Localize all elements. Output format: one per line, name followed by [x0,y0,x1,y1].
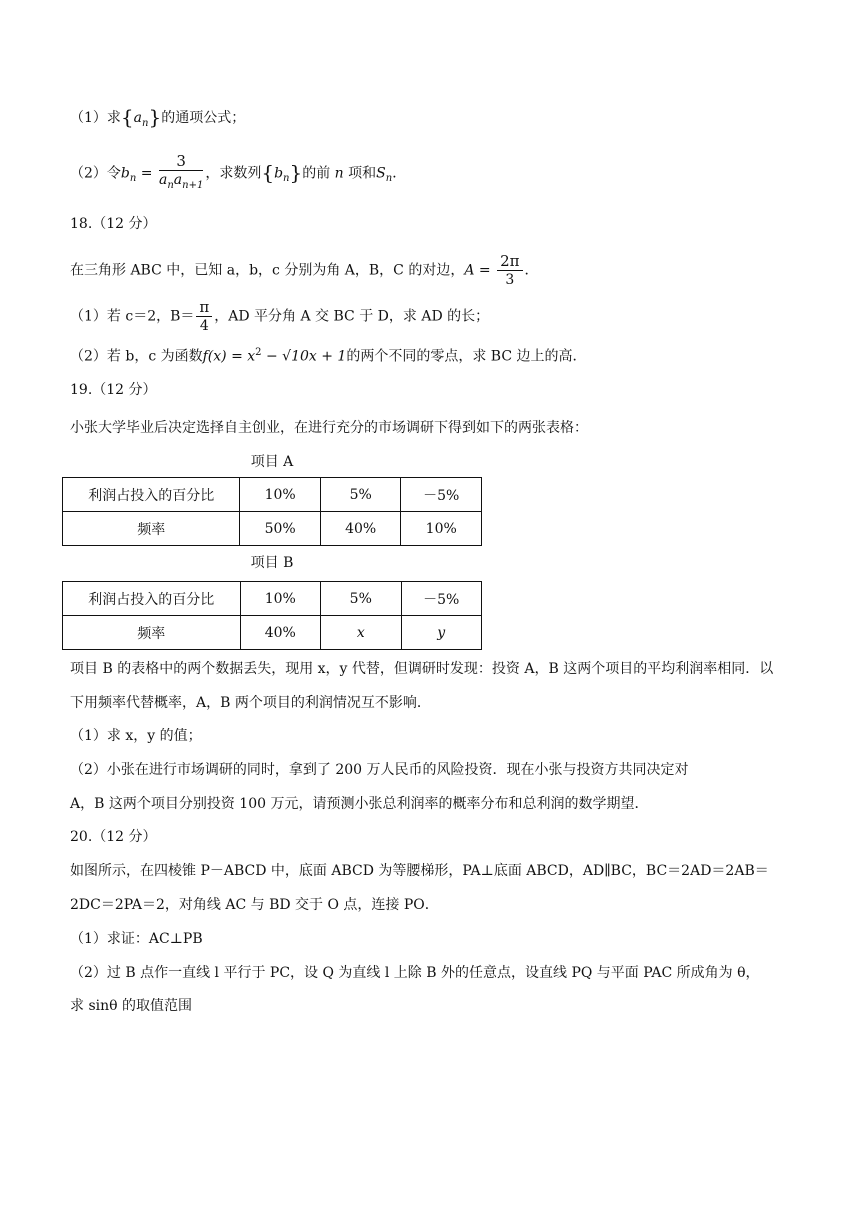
q18-fraction [497,252,522,289]
q19-note2: 下用频率代替概率，A，B 两个项目的利润情况互不影响． [70,695,431,711]
q19-part2b: A，B 这两个项目分别投资 100 万元，请预测小张总利润率的概率分布和总利润的数学期望． [70,796,649,812]
q17-part1-prefix: （1）求 [70,110,121,126]
q18-frac-num: 2π [497,252,522,271]
q17-seq-b-sub: n [283,173,290,185]
q17-mid2: 的前 [302,165,331,182]
table-cell: －5% [401,582,481,616]
q17-end: ． [392,165,407,182]
q18-p1-num: π [196,298,212,317]
q17-S-sub: n [385,173,393,185]
q17-b-sub: n [129,173,137,185]
q20-stem1: 如图所示，在四棱锥 P－ABCD 中，底面 ABCD 为等腰梯形，PA⊥底面 ABCD，AD∥BC，BC＝2AD＝2AB＝ [70,863,769,879]
q17-part2-prefix: （2）令 [70,165,121,182]
table-cell: 利润占投入的百分比 [63,478,240,512]
q17-eq: = [136,165,157,182]
table-cell: y [401,616,481,650]
q17-den-sub2: n+1 [182,179,204,191]
table-cell: 利润占投入的百分比 [63,582,241,616]
q17-part1 [70,107,245,134]
q18-func: f(x) = x [202,348,256,365]
q18-p2-prefix: （2）若 b，c 为函数 [70,348,203,365]
tableB [62,581,482,650]
q17-part2 [70,152,406,195]
brace-right: } [148,105,162,129]
q17-seq: a [133,110,143,126]
table-cell: 5% [321,582,401,616]
q17-seq-sub: n [142,117,149,129]
q20-part1: （1）求证：AC⊥PB [70,931,203,947]
q18-part2 [70,343,587,367]
q19-header: 19.（12 分） [70,382,157,398]
q18-stem-end: ． [524,262,539,279]
q17-den-a2: a [173,172,183,188]
q18-A: A = [464,262,496,279]
q19-part2a: （2）小张在进行市场调研的同时，拿到了 200 万人民币的风险投资．现在小张与投资方共同决定对 [70,762,689,778]
q20-stem2: 2DC＝2PA＝2，对角线 AC 与 BD 交于 O 点，连接 PO． [70,897,439,913]
table-cell: 40% [240,616,321,650]
q18-header: 18.（12 分） [70,216,157,232]
q19-stem: 小张大学毕业后决定选择自主创业，在进行充分的市场调研下得到如下的两张表格： [70,420,588,436]
table-cell: 频率 [63,616,241,650]
q17-part1-suffix: 的通项公式； [161,110,246,126]
tableA [62,477,482,546]
q19-note1: 项目 B 的表格中的两个数据丢失，现用 x，y 代替，但调研时发现：投资 A，B 这两个项目的平均利润率相同．以 [70,661,774,677]
table-cell: 10% [240,478,321,512]
q20-part2b: 求 sinθ 的取值范围 [70,998,193,1014]
table-cell: x [321,616,401,650]
q18-stem-text: 在三角形 ABC 中，已知 a，b，c 分别为角 A，B，C 的对边， [70,262,465,279]
table-cell: 频率 [63,512,240,546]
q18-stem [70,252,539,289]
tableA-caption: 项目 A [250,454,294,470]
q18-func-sup: 2 [255,347,262,358]
q17-den-a1: a [158,172,168,188]
table-row [63,582,482,616]
brace-left: { [120,105,134,129]
q18-p1-den: 4 [199,318,209,334]
q18-frac-den: 3 [505,272,515,288]
q19-part1: （1）求 x，y 的值； [70,728,202,744]
table-cell: 50% [240,512,321,546]
table-row [63,478,482,512]
table-row [63,512,482,546]
q17-fraction [159,152,203,195]
q18-p1-prefix: （1）若 c＝2，B＝ [70,308,195,325]
q17-seq-b: b [274,165,284,182]
q17-den-sub1: n [167,179,174,191]
tableB-caption: 项目 B [250,555,294,571]
table-cell: 5% [320,478,401,512]
q17-frac-den [159,171,203,195]
q17-mid: ，求数列 [205,165,262,182]
q20-header: 20.（12 分） [70,829,157,845]
q17-n: n [330,165,349,182]
q17-mid3: 项和 [348,165,377,182]
q18-p1-fraction [196,298,212,335]
table-cell: －5% [401,478,482,512]
table-cell: 10% [401,512,482,546]
table-cell: 40% [320,512,401,546]
q17-b: b [120,165,130,182]
table-row [63,616,482,650]
q18-part1 [70,298,489,335]
q20-part2a: （2）过 B 点作一直线 l 平行于 PC，设 Q 为直线 l 上除 B 外的任意点，设直线 PQ 与平面 PAC 所成角为 θ， [70,965,760,981]
q18-func2: − √10x + 1 [261,348,347,365]
q18-p2-suffix: 的两个不同的零点，求 BC 边上的高． [346,348,587,365]
brace-right: } [289,160,303,185]
table-cell: 10% [240,582,321,616]
brace-left: { [261,160,275,185]
q18-p1-suffix: ，AD 平分角 A 交 BC 于 D，求 AD 的长； [214,308,490,325]
q17-S: S [376,165,386,182]
q17-frac-num: 3 [159,152,203,171]
